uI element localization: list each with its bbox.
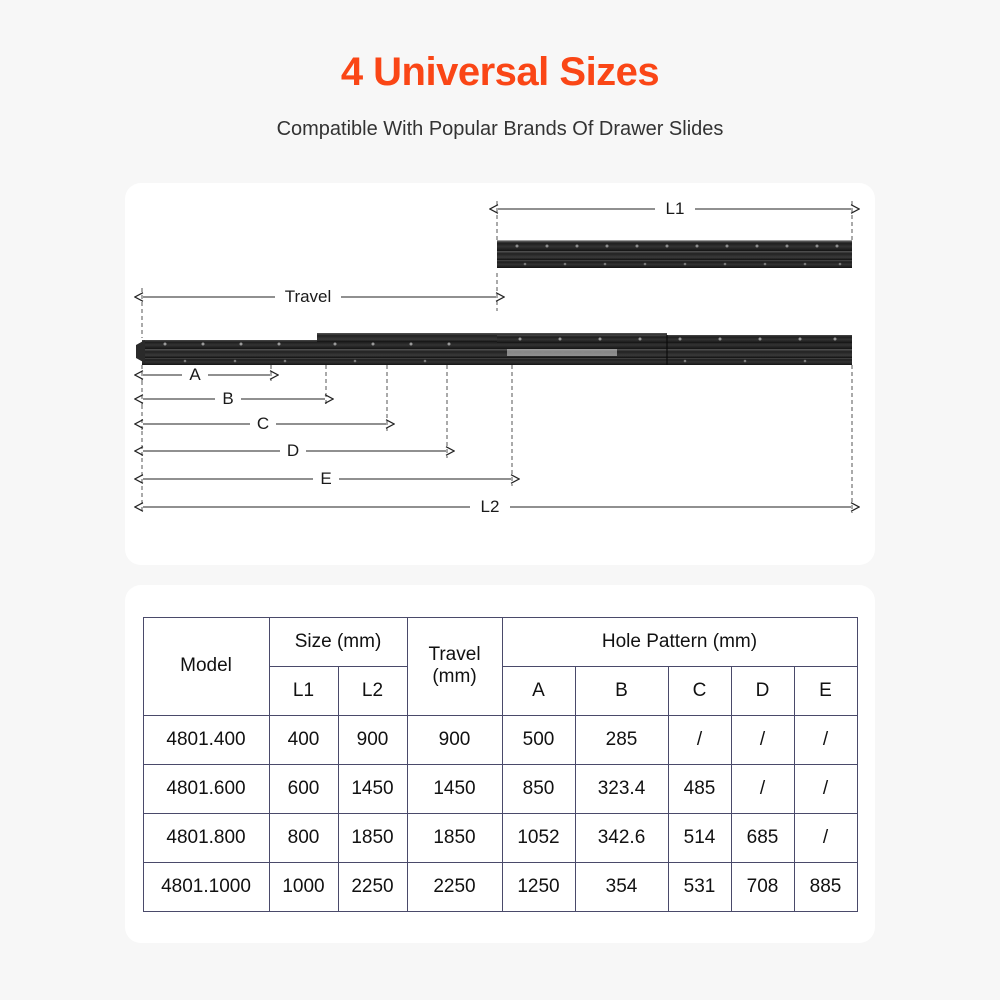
cell-a: 1052 [502,813,575,862]
label-c: C [256,414,270,433]
cell-travel: 1850 [407,813,502,862]
header [0,0,1000,141]
page-subtitle: Compatible With Popular Brands Of Drawer Slides [276,118,724,140]
cell-d: 685 [731,813,794,862]
bottom-rail-graphic [136,333,852,365]
table-row [143,715,857,764]
cell-e: / [794,715,857,764]
label-l1: L1 [665,199,685,218]
cell-e: / [794,813,857,862]
dimension-b [142,365,326,408]
cell-l1: 600 [269,764,338,813]
cell-model: 4801.1000 [143,862,269,911]
cell-b: 342.6 [575,813,668,862]
cell-b: 354 [575,862,668,911]
dimension-l2 [142,365,852,516]
header-c: C [668,666,731,715]
cell-e: / [794,764,857,813]
label-b: B [222,389,234,408]
diagram-card [125,183,875,565]
header-e: E [794,666,857,715]
dimension-d [142,365,447,460]
header-d: D [731,666,794,715]
spec-table [143,617,858,912]
label-travel: Travel [284,287,332,306]
table-row [143,764,857,813]
header-hole-pattern-group: Hole Pattern (mm) [502,617,857,666]
label-a: A [189,365,201,384]
label-l2: L2 [480,497,500,516]
cell-l2: 2250 [338,862,407,911]
cell-c: 485 [668,764,731,813]
cell-model: 4801.400 [143,715,269,764]
cell-e: 885 [794,862,857,911]
cell-l2: 1850 [338,813,407,862]
top-rail-graphic [497,240,852,268]
cell-l2: 1450 [338,764,407,813]
cell-d: / [731,764,794,813]
spec-table-card [125,585,875,943]
cell-travel: 2250 [407,862,502,911]
cell-l1: 1000 [269,862,338,911]
table-header-row-1 [143,617,857,666]
cell-b: 323.4 [575,764,668,813]
dimension-l1 [497,199,852,243]
cell-c: / [668,715,731,764]
cell-l1: 800 [269,813,338,862]
cell-l1: 400 [269,715,338,764]
dimension-travel [142,273,497,338]
label-d: D [286,441,300,460]
header-travel-line1: Travel [428,644,481,665]
header-a: A [502,666,575,715]
header-travel [407,617,502,715]
cell-d: 708 [731,862,794,911]
cell-c: 514 [668,813,731,862]
header-b: B [575,666,668,715]
dimension-a [142,365,271,384]
cell-travel: 900 [407,715,502,764]
cell-a: 500 [502,715,575,764]
page-title: 4 Universal Sizes [340,50,660,94]
cell-c: 531 [668,862,731,911]
table-head [143,617,857,715]
table-row [143,862,857,911]
table-row [143,813,857,862]
header-travel-line2: (mm) [432,666,477,687]
slide-dimension-diagram [125,183,875,565]
cell-model: 4801.800 [143,813,269,862]
cell-b: 285 [575,715,668,764]
cell-model: 4801.600 [143,764,269,813]
cell-a: 1250 [502,862,575,911]
table-body [143,715,857,911]
header-model: Model [143,617,269,715]
cell-travel: 1450 [407,764,502,813]
cell-a: 850 [502,764,575,813]
label-e: E [320,469,332,488]
cell-l2: 900 [338,715,407,764]
cell-d: / [731,715,794,764]
header-l1: L1 [269,666,338,715]
header-size-group: Size (mm) [269,617,407,666]
header-l2: L2 [338,666,407,715]
